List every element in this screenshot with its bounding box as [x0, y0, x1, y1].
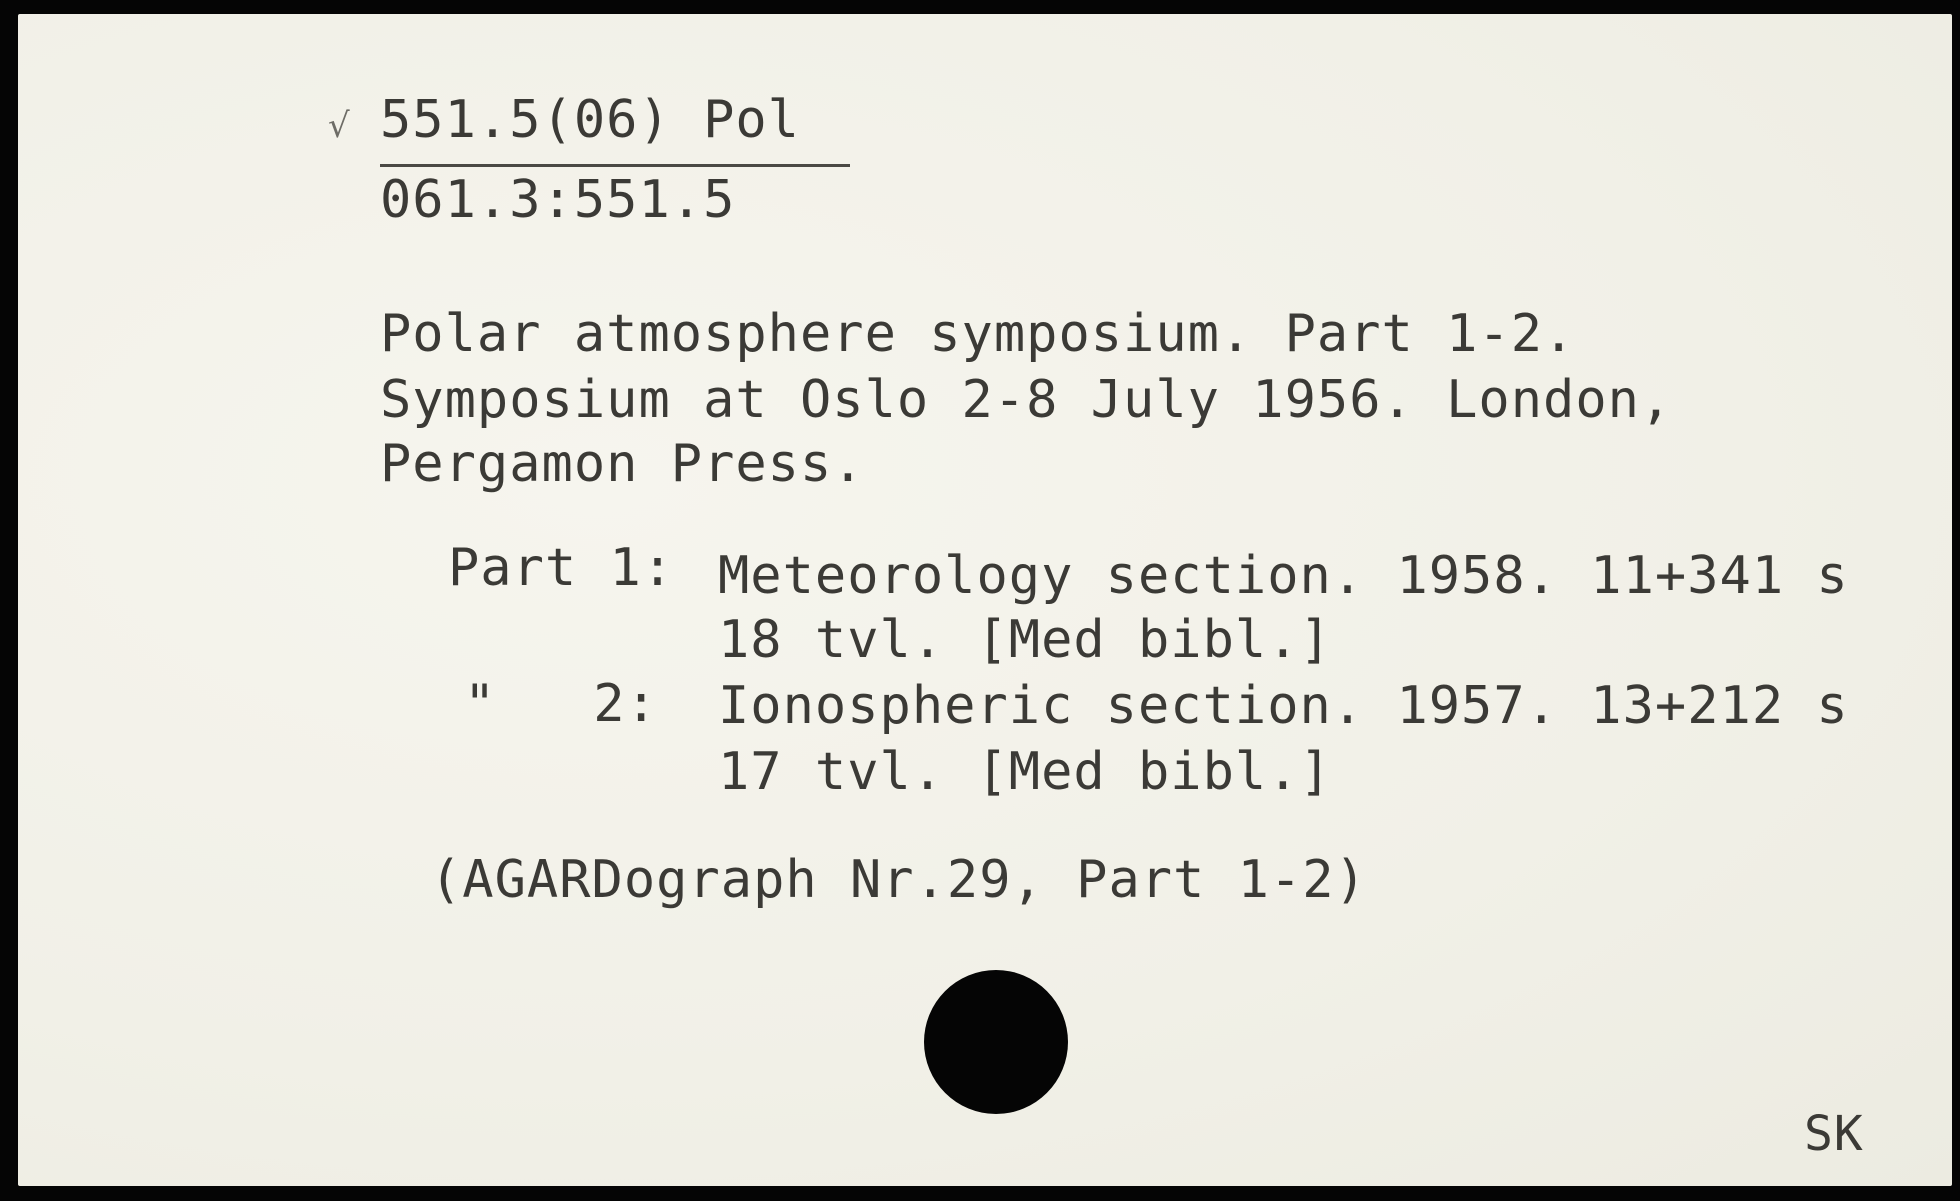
call-number-divider: [380, 164, 850, 167]
scan-border-bottom: [0, 1186, 1960, 1201]
check-mark: √: [328, 106, 350, 146]
part-1-line-2: 18 tvl. [Med bibl.]: [718, 610, 1332, 670]
title-line-2: Symposium at Oslo 2-8 July 1956. London,: [380, 370, 1673, 430]
cataloger-initials: SK: [1804, 1106, 1864, 1162]
punch-hole: [924, 970, 1068, 1114]
series-note: (AGARDograph Nr.29, Part 1-2): [430, 850, 1367, 910]
part-2-line-1: Ionospheric section. 1957. 13+212 s: [718, 676, 1849, 736]
part-2-line-2: 17 tvl. [Med bibl.]: [718, 742, 1332, 802]
part-2-label: " 2:: [464, 674, 658, 734]
part-1-label: Part 1:: [448, 538, 675, 598]
part-1-line-1: Meteorology section. 1958. 11+341 s: [718, 546, 1849, 606]
catalog-card: [18, 14, 1952, 1186]
title-line-3: Pergamon Press.: [380, 434, 865, 494]
call-number-primary: 551.5(06) Pol: [380, 90, 800, 150]
call-number-secondary: 061.3:551.5: [380, 170, 736, 230]
title-line-1: Polar atmosphere symposium. Part 1-2.: [380, 304, 1576, 364]
